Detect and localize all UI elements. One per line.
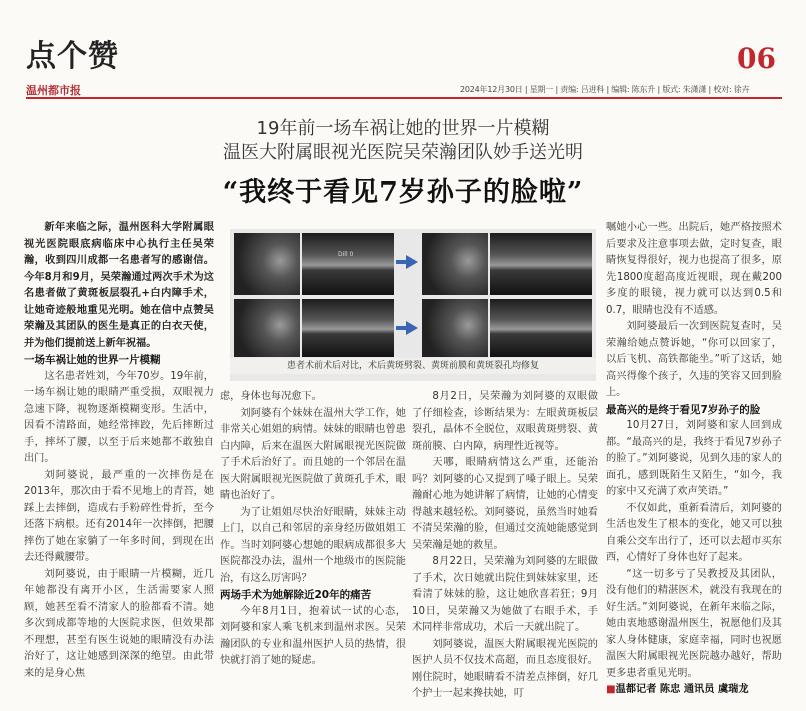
- paragraph: 嘱她小心一些。出院后，她严格按照术后要求及注意事项去做，定时复查，眼睛恢复得很好，视力也提高了很多，原先1800度超高度近视眼，现在戴200多度的眼镜，视力就可以达到0.5和0.7，眼睛也没有不适感。: [606, 222, 782, 316]
- paragraph: 刘阿婆最后一次到医院复查时，吴荣瀚给她点赞诉她，“你可以回家了，以后飞机、高铁都能坐。”听了这话，她高兴得像个孩子，久违的笑容又回到脸上。: [606, 321, 782, 398]
- byline-mark: ■: [606, 684, 616, 695]
- page-number: 06: [737, 42, 776, 75]
- paragraph: “这一切多亏了吴教授及其团队，没有他们的精湛医术，就没有我现在的好生活。”刘阿婆说，在新年来临之际，她由衷地感谢温州医生，祝愿他们及其家人身体健康，家庭幸福，同时也祝愿温医大附属眼视光医院越办越好，帮助更多患者重见光明。: [606, 568, 782, 679]
- section-heading-3: 最高兴的是终于看见7岁孙子的脸: [606, 403, 761, 416]
- paragraph: 8月22日，吴荣瀚为刘阿婆的左眼做了手术，次日她就出院住到妹妹家里，还看清了妹妹的脸，这让她欣喜若狂；9月10日，吴荣瀚又为她做了右眼手术，手术同样非常成功，术后一天就出院了。: [412, 556, 598, 633]
- column-2: [220, 389, 406, 709]
- scan-label: Dill 0: [338, 251, 354, 258]
- kicker-line-2: 温医大附属眼视光医院吴荣瀚团队妙手送光明: [223, 142, 583, 163]
- paragraph: 虑，身体也每况愈下。: [220, 391, 322, 402]
- kicker-line-1: 19年前一场车祸让她的世界一片模糊: [256, 118, 550, 139]
- oct-scan-image: [302, 233, 394, 295]
- fundus-image: [234, 299, 300, 357]
- fundus-image: [234, 233, 300, 295]
- paragraph: 这名患者姓刘，今年70岁。19年前，一场车祸让她的眼睛严重受损，双眼视力急速下降，视物逐渐模糊变形。生活中，因看不清路面，她经常摔跤，先后摔断过手，摔坏了腰，以至于后来她都不敢独自出门。: [24, 370, 214, 464]
- arrow-right-icon: [406, 321, 418, 335]
- edition-meta: 2024年12月30日 | 星期一 | 责编: 吕进科 | 编辑: 陈东升 | 版式: 朱潇潇 | 校对: 徐卉: [460, 85, 750, 94]
- byline-text: 温都记者 陈忠 通讯员 虞瑞龙: [615, 684, 749, 695]
- paragraph: 刘阿婆说，温医大附属眼视光医院的医护人员不仅技术高超，而且态度很好。刚住院时，她眼睛看不清差点摔倒，好几个护士一起来搀扶她，叮: [412, 638, 598, 699]
- section-title: 点个赞: [26, 39, 119, 74]
- paragraph: 为了让姐姐尽快治好眼睛，妹妹主动上门，以自己和邻居的亲身经历做姐姐工作。当时刘阿婆心想她的眼病成都很多大医院都没办法，温州一个地级市的医院能治，有这么厉害吗？: [220, 506, 406, 584]
- paragraph: 不仅如此，重新看清后，刘阿婆的生活也发生了根本的变化，她又可以独自乘公交车出行了，还可以去超市买东西，心情好了身体也好了起来。: [606, 502, 782, 563]
- section-heading-1: 一场车祸让她的世界一片模糊: [24, 354, 161, 366]
- headline: “我终于看见7岁孙子的脸啦”: [222, 177, 584, 208]
- paragraph: 刘阿婆说，由于眼睛一片模糊，近几年她都没有离开小区，生活需要家人照顾，她甚至看不清家人的脸都看不清。她多次到成都等地的大医院求医，但效果都不理想，甚至有医生说她的眼睛没有办法治好了，这让她感到深深的绝望。由此带来的是身心焦: [24, 568, 214, 679]
- oct-scan-image: [490, 299, 592, 357]
- oct-scan-image: [302, 299, 394, 357]
- fundus-image: [422, 299, 488, 357]
- paper-name: 温州都市报: [26, 84, 81, 97]
- lead-paragraph: 新年来临之际，温州医科大学附属眼视光医院眼底病临床中心执行主任吴荣瀚，收到四川成都一名患者写的感谢信。今年8月和9月，吴荣瀚通过两次手术为这名患者做了黄斑板层裂孔+白内障手术，让她奇迹般地重见光明。她在信中点赞吴荣瀚及其团队的医生是真正的白衣天使，并为他们提前送上新年祝福。: [24, 222, 214, 349]
- fundus-image: [422, 233, 488, 295]
- paragraph: 10月27日，刘阿婆和家人回到成都。“最高兴的是，我终于看见7岁孙子的脸了。”刘阿婆说，见到久违的家人的面孔，感到既陌生又陌生，“如今，我的家中又充满了欢声笑语。”: [606, 420, 782, 497]
- column-4: [606, 220, 782, 708]
- paragraph: 刘阿婆说，最严重的一次摔伤是在2013年，那次由于看不见地上的青苔，她踩上去摔倒，造成右手粉碎性骨折，至今还落下病根。还有2014年一次摔倒，把腰摔伤了她在家躺了一年多时间，到现在出去还得戴腰带。: [24, 469, 214, 563]
- paragraph: 刘阿婆有个妹妹在温州大学工作，她非常关心姐姐的病情。妹妹的眼睛也曾患白内障，后来在温医大附属眼视光医院做了手术后治好了。而且她的一个邻居在温医大附属眼视光医院做了黄斑孔手术，眼睛也治好了。: [220, 407, 406, 501]
- column-3: [412, 389, 598, 709]
- paragraph: 今年8月1日，抱着试一试的心态，刘阿婆和家人乘飞机来到温州求医。吴荣瀚团队的专业和温州医护人员的热情，很快就打消了她的疑虑。: [220, 605, 406, 666]
- oct-scan-image: [490, 233, 592, 295]
- photo-caption: 患者术前术后对比，术后黄斑劈裂、黄斑前膜和黄斑裂孔均修复: [230, 358, 596, 374]
- column-1: [24, 220, 214, 708]
- paragraph: 天哪，眼睛病情这么严重，还能治吗？刘阿婆的心又提到了嗓子眼上。吴荣瀚耐心地为她讲解了病情，让她的心情变得越来越轻松。刘阿婆说，虽然当时她看不清吴荣瀚的脸，但通过交流她能感觉到吴荣瀚是她的救星。: [412, 457, 598, 551]
- paragraph: 8月2日，吴荣瀚为刘阿婆的双眼做了仔细检查，诊断结果为：左眼黄斑板层裂孔，晶体不全脱位，双眼黄斑劈裂、黄斑前膜、白内障，病理性近视等。: [412, 391, 598, 452]
- byline: [606, 682, 782, 699]
- arrow-right-icon: [406, 255, 418, 269]
- section-heading-2: 两场手术为她解除近20年的痛苦: [220, 589, 372, 601]
- header-rule: [26, 97, 782, 99]
